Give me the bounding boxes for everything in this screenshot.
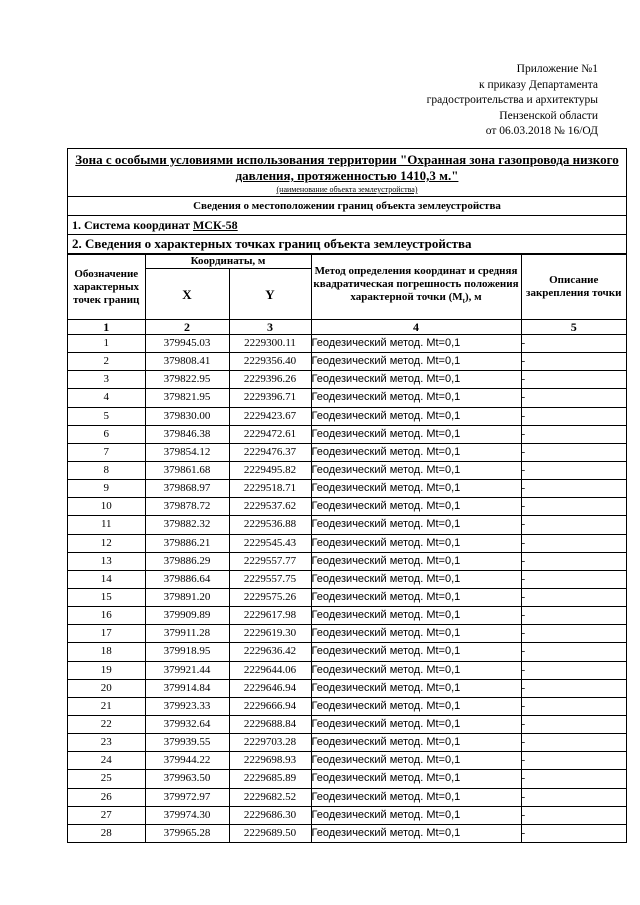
point-number-cell: 24: [68, 752, 145, 770]
point-number-cell: 23: [68, 734, 145, 752]
method-cell: Геодезический метод. Mt=0,1: [311, 770, 521, 788]
point-number-cell: 20: [68, 679, 145, 697]
x-coordinate-cell: 379972.97: [145, 788, 229, 806]
y-coordinate-cell: 2229536.88: [229, 516, 311, 534]
method-cell: Геодезический метод. Mt=0,1: [311, 607, 521, 625]
y-coordinate-cell: 2229689.50: [229, 824, 311, 842]
y-coordinate-cell: 2229617.98: [229, 607, 311, 625]
y-coordinate-cell: 2229644.06: [229, 661, 311, 679]
method-cell: Геодезический метод. Mt=0,1: [311, 552, 521, 570]
x-coordinate-cell: 379965.28: [145, 824, 229, 842]
description-cell: -: [521, 461, 626, 479]
description-cell: -: [521, 371, 626, 389]
y-coordinate-cell: 2229545.43: [229, 534, 311, 552]
y-coordinate-cell: 2229557.75: [229, 570, 311, 588]
point-number-cell: 26: [68, 788, 145, 806]
description-cell: -: [521, 661, 626, 679]
x-coordinate-cell: 379861.68: [145, 461, 229, 479]
method-cell: Геодезический метод. Mt=0,1: [311, 570, 521, 588]
appendix-line: градостроительства и архитектуры: [426, 94, 598, 106]
method-cell: Геодезический метод. Mt=0,1: [311, 588, 521, 606]
table-row: [68, 552, 626, 570]
method-cell: Геодезический метод. Mt=0,1: [311, 335, 521, 353]
section-heading: 2. Сведения о характерных точках границ объекта землеустройства: [68, 235, 626, 254]
x-coordinate-cell: 379944.22: [145, 752, 229, 770]
method-cell: Геодезический метод. Mt=0,1: [311, 643, 521, 661]
point-number-cell: 11: [68, 516, 145, 534]
table-row: [68, 516, 626, 534]
description-cell: -: [521, 679, 626, 697]
description-cell: -: [521, 498, 626, 516]
title-note: (наименование объекта землеустройства): [276, 185, 418, 194]
point-number-cell: 15: [68, 588, 145, 606]
table-row: [68, 788, 626, 806]
method-cell: Геодезический метод. Mt=0,1: [311, 461, 521, 479]
appendix-block: [427, 62, 598, 140]
header-y: Y: [229, 269, 311, 320]
table-row: [68, 534, 626, 552]
y-coordinate-cell: 2229396.26: [229, 371, 311, 389]
method-cell: Геодезический метод. Mt=0,1: [311, 734, 521, 752]
table-row: [68, 607, 626, 625]
point-number-cell: 28: [68, 824, 145, 842]
points-table-body: [68, 335, 626, 843]
point-number-cell: 6: [68, 425, 145, 443]
method-cell: Геодезический метод. Mt=0,1: [311, 661, 521, 679]
y-coordinate-cell: 2229476.37: [229, 443, 311, 461]
x-coordinate-cell: 379911.28: [145, 625, 229, 643]
y-coordinate-cell: 2229472.61: [229, 425, 311, 443]
y-coordinate-cell: 2229396.71: [229, 389, 311, 407]
x-coordinate-cell: 379808.41: [145, 353, 229, 371]
method-cell: Геодезический метод. Mt=0,1: [311, 715, 521, 733]
point-number-cell: 4: [68, 389, 145, 407]
method-cell: Геодезический метод. Mt=0,1: [311, 788, 521, 806]
header-method-tail: ), м: [464, 291, 482, 304]
y-coordinate-cell: 2229300.11: [229, 335, 311, 353]
points-table: [68, 254, 626, 842]
description-cell: -: [521, 353, 626, 371]
point-number-cell: 18: [68, 643, 145, 661]
point-number-cell: 16: [68, 607, 145, 625]
method-cell: Геодезический метод. Mt=0,1: [311, 516, 521, 534]
point-number-cell: 17: [68, 625, 145, 643]
description-cell: -: [521, 534, 626, 552]
header-col-number: 3: [229, 320, 311, 335]
description-cell: -: [521, 425, 626, 443]
method-cell: Геодезический метод. Mt=0,1: [311, 407, 521, 425]
x-coordinate-cell: 379932.64: [145, 715, 229, 733]
y-coordinate-cell: 2229518.71: [229, 480, 311, 498]
header-method: [311, 255, 521, 320]
x-coordinate-cell: 379914.84: [145, 679, 229, 697]
method-cell: Геодезический метод. Mt=0,1: [311, 498, 521, 516]
table-row: [68, 806, 626, 824]
table-row: [68, 824, 626, 842]
table-row: [68, 335, 626, 353]
header-col-number: 2: [145, 320, 229, 335]
method-cell: Геодезический метод. Mt=0,1: [311, 371, 521, 389]
description-cell: -: [521, 715, 626, 733]
point-number-cell: 13: [68, 552, 145, 570]
description-cell: -: [521, 570, 626, 588]
point-number-cell: 14: [68, 570, 145, 588]
x-coordinate-cell: 379846.38: [145, 425, 229, 443]
x-coordinate-cell: 379822.95: [145, 371, 229, 389]
x-coordinate-cell: 379854.12: [145, 443, 229, 461]
table-row: [68, 625, 626, 643]
method-cell: Геодезический метод. Mt=0,1: [311, 480, 521, 498]
description-cell: -: [521, 480, 626, 498]
x-coordinate-cell: 379886.21: [145, 534, 229, 552]
description-cell: -: [521, 770, 626, 788]
appendix-line: от 06.03.2018 № 16/ОД: [485, 125, 598, 137]
point-number-cell: 2: [68, 353, 145, 371]
header-col-number: 4: [311, 320, 521, 335]
description-cell: -: [521, 607, 626, 625]
method-cell: Геодезический метод. Mt=0,1: [311, 389, 521, 407]
point-number-cell: 12: [68, 534, 145, 552]
method-cell: Геодезический метод. Mt=0,1: [311, 625, 521, 643]
point-number-cell: 9: [68, 480, 145, 498]
y-coordinate-cell: 2229685.89: [229, 770, 311, 788]
coordinate-system: [68, 216, 626, 235]
x-coordinate-cell: 379974.30: [145, 806, 229, 824]
point-number-cell: 3: [68, 371, 145, 389]
description-cell: -: [521, 588, 626, 606]
table-row: [68, 498, 626, 516]
subtitle: Сведения о местоположении границ объекта землеустройства: [68, 197, 626, 216]
table-row: [68, 407, 626, 425]
coordinate-system-label: 1. Система координат: [72, 218, 190, 232]
description-cell: -: [521, 335, 626, 353]
point-number-cell: 7: [68, 443, 145, 461]
point-number-cell: 21: [68, 697, 145, 715]
table-row: [68, 770, 626, 788]
x-coordinate-cell: 379886.64: [145, 570, 229, 588]
x-coordinate-cell: 379923.33: [145, 697, 229, 715]
table-row: [68, 461, 626, 479]
appendix-line: Пензенской области: [499, 109, 598, 122]
y-coordinate-cell: 2229619.30: [229, 625, 311, 643]
y-coordinate-cell: 2229682.52: [229, 788, 311, 806]
description-cell: -: [521, 734, 626, 752]
header-col-number: 1: [68, 320, 145, 335]
method-cell: Геодезический метод. Mt=0,1: [311, 752, 521, 770]
table-row: [68, 752, 626, 770]
header-method-text: Метод определения координат и средняя квадратическая погрешность положения характерной точки (M: [313, 265, 519, 304]
table-row: [68, 697, 626, 715]
description-cell: -: [521, 752, 626, 770]
x-coordinate-cell: 379921.44: [145, 661, 229, 679]
point-number-cell: 1: [68, 335, 145, 353]
header-col-number: 5: [521, 320, 626, 335]
y-coordinate-cell: 2229686.30: [229, 806, 311, 824]
table-row: [68, 661, 626, 679]
appendix-line: Приложение №1: [516, 63, 598, 75]
y-coordinate-cell: 2229575.26: [229, 588, 311, 606]
description-cell: -: [521, 407, 626, 425]
title-block: [68, 149, 626, 197]
table-row: [68, 588, 626, 606]
point-number-cell: 25: [68, 770, 145, 788]
y-coordinate-cell: 2229688.84: [229, 715, 311, 733]
table-row: [68, 715, 626, 733]
y-coordinate-cell: 2229666.94: [229, 697, 311, 715]
table-row: [68, 389, 626, 407]
y-coordinate-cell: 2229423.67: [229, 407, 311, 425]
point-number-cell: 10: [68, 498, 145, 516]
y-coordinate-cell: 2229646.94: [229, 679, 311, 697]
x-coordinate-cell: 379868.97: [145, 480, 229, 498]
description-cell: -: [521, 806, 626, 824]
method-cell: Геодезический метод. Mt=0,1: [311, 824, 521, 842]
description-cell: -: [521, 516, 626, 534]
x-coordinate-cell: 379891.20: [145, 588, 229, 606]
method-cell: Геодезический метод. Mt=0,1: [311, 806, 521, 824]
table-row: [68, 443, 626, 461]
y-coordinate-cell: 2229703.28: [229, 734, 311, 752]
description-cell: -: [521, 788, 626, 806]
header-x: X: [145, 269, 229, 320]
boundary-info-frame: [67, 148, 627, 843]
x-coordinate-cell: 379882.32: [145, 516, 229, 534]
table-row: [68, 353, 626, 371]
x-coordinate-cell: 379945.03: [145, 335, 229, 353]
header-method-index: t: [462, 297, 465, 306]
table-row: [68, 679, 626, 697]
appendix-line: к приказу Департамента: [479, 78, 598, 91]
description-cell: -: [521, 443, 626, 461]
method-cell: Геодезический метод. Mt=0,1: [311, 425, 521, 443]
y-coordinate-cell: 2229698.93: [229, 752, 311, 770]
table-row: [68, 371, 626, 389]
document-title: Зона с особыми условиями использования территории "Охранная зона газопровода низкого давления, протяженностью 1410,3 м.": [75, 152, 619, 183]
y-coordinate-cell: 2229636.42: [229, 643, 311, 661]
description-cell: -: [521, 552, 626, 570]
description-cell: -: [521, 643, 626, 661]
y-coordinate-cell: 2229495.82: [229, 461, 311, 479]
table-row: [68, 734, 626, 752]
description-cell: -: [521, 389, 626, 407]
x-coordinate-cell: 379830.00: [145, 407, 229, 425]
table-row: [68, 570, 626, 588]
method-cell: Геодезический метод. Mt=0,1: [311, 697, 521, 715]
x-coordinate-cell: 379963.50: [145, 770, 229, 788]
point-number-cell: 22: [68, 715, 145, 733]
coordinate-system-value: МСК-58: [192, 218, 238, 232]
point-number-cell: 27: [68, 806, 145, 824]
table-row: [68, 643, 626, 661]
method-cell: Геодезический метод. Mt=0,1: [311, 679, 521, 697]
table-row: [68, 480, 626, 498]
point-number-cell: 8: [68, 461, 145, 479]
description-cell: -: [521, 625, 626, 643]
point-number-cell: 5: [68, 407, 145, 425]
table-row: [68, 425, 626, 443]
method-cell: Геодезический метод. Mt=0,1: [311, 534, 521, 552]
x-coordinate-cell: 379886.29: [145, 552, 229, 570]
header-desc: Описание закрепления точки: [521, 255, 626, 320]
x-coordinate-cell: 379909.89: [145, 607, 229, 625]
y-coordinate-cell: 2229356.40: [229, 353, 311, 371]
x-coordinate-cell: 379918.95: [145, 643, 229, 661]
x-coordinate-cell: 379939.55: [145, 734, 229, 752]
method-cell: Геодезический метод. Mt=0,1: [311, 353, 521, 371]
y-coordinate-cell: 2229537.62: [229, 498, 311, 516]
header-coords: Координаты, м: [145, 255, 311, 269]
x-coordinate-cell: 379878.72: [145, 498, 229, 516]
x-coordinate-cell: 379821.95: [145, 389, 229, 407]
description-cell: -: [521, 697, 626, 715]
header-point: Обозначение характерных точек границ: [68, 255, 145, 320]
y-coordinate-cell: 2229557.77: [229, 552, 311, 570]
point-number-cell: 19: [68, 661, 145, 679]
method-cell: Геодезический метод. Mt=0,1: [311, 443, 521, 461]
description-cell: -: [521, 824, 626, 842]
